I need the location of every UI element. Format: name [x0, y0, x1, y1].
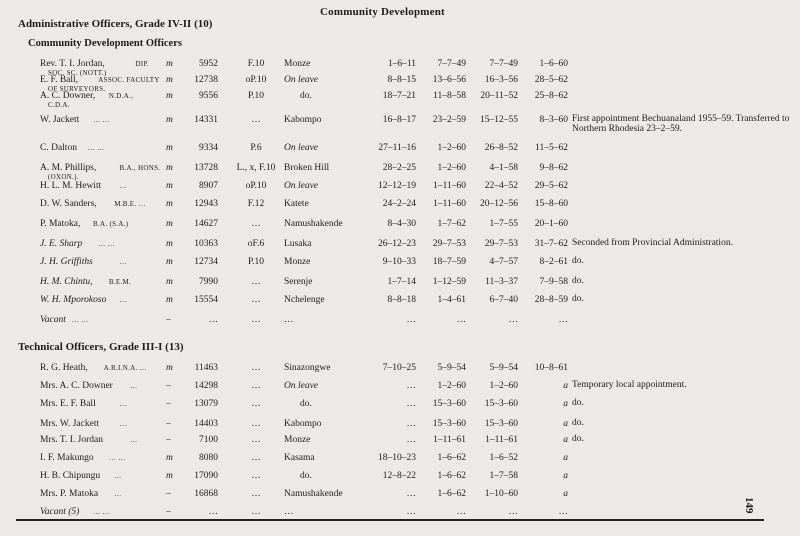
date-first-appointment: 1–4–61: [437, 295, 466, 305]
officer-name: A. M. Phillips,: [40, 163, 97, 173]
grade-code: …: [251, 277, 261, 287]
remarks: First appointment Bechuanaland 1955–59. Transferred to Northern Rhodesia 23–2–59.: [572, 114, 790, 134]
officer-name: E. F. Ball,: [40, 75, 79, 85]
date-last-leave: 29–5–62: [534, 181, 568, 191]
bottom-rule: [16, 519, 764, 521]
officer-qualification: A.R.I.N.A. …: [103, 364, 147, 372]
date-last-leave: 9–8–62: [539, 163, 568, 173]
date-present-appointment: 6–7–40: [489, 295, 518, 305]
date-present-appointment: 1–7–55: [489, 219, 518, 229]
date-first-appointment: 1–2–60: [437, 163, 466, 173]
officer-qualification: … …: [93, 508, 110, 516]
officer-qualification: B.E.M.: [108, 278, 132, 286]
table-row: [0, 90, 800, 109]
officer-qualification: B.A. (S.A.): [93, 220, 129, 228]
date-of-birth: 26–12–23: [378, 239, 416, 249]
date-first-appointment: 13–6–56: [432, 75, 466, 85]
date-first-appointment: 29–7–53: [432, 239, 466, 249]
table-row: [0, 362, 800, 378]
page-number: 149: [743, 497, 755, 514]
marital-status: m: [166, 471, 173, 481]
station: Namushakende: [284, 489, 343, 499]
marital-status: m: [166, 363, 173, 373]
file-number: 10363: [194, 239, 218, 249]
date-of-birth: 27–11–16: [378, 143, 416, 153]
officer-name: P. Matoka,: [40, 219, 81, 229]
date-of-birth: …: [406, 435, 416, 445]
table-row: [0, 434, 800, 450]
officer-qualification: …: [114, 472, 122, 480]
station: do.: [300, 471, 312, 481]
station: On leave: [284, 75, 319, 85]
section-heading-technical: Technical Officers, Grade III-I (13): [18, 341, 184, 353]
date-first-appointment: 1–6–62: [437, 453, 466, 463]
remarks: Temporary local appointment.: [572, 380, 687, 390]
grade-code: …: [251, 219, 261, 229]
date-of-birth: 8–4–30: [387, 219, 416, 229]
page-title: Community Development: [320, 6, 445, 18]
date-of-birth: 8–8–15: [387, 75, 416, 85]
date-last-leave: 25–8–62: [534, 91, 568, 101]
date-last-leave: 8–2–61: [539, 257, 568, 267]
marital-status: m: [166, 181, 173, 191]
table-row: [0, 180, 800, 196]
station: Nchelenge: [284, 295, 325, 305]
date-first-appointment: 15–3–60: [432, 399, 466, 409]
qualification-continued: SOC. SC. (NOTT.): [48, 69, 107, 77]
date-of-birth: …: [406, 399, 416, 409]
grade-code: …: [251, 363, 261, 373]
date-last-leave: a: [563, 453, 568, 463]
file-number: 9334: [199, 143, 218, 153]
marital-status: –: [166, 315, 171, 325]
table-row: [0, 276, 800, 292]
date-first-appointment: 23–2–59: [432, 115, 466, 125]
station: Katete: [284, 199, 309, 209]
date-first-appointment: 1–11–60: [433, 181, 466, 191]
officer-name: C. Dalton: [40, 143, 77, 153]
officer-name: D. W. Sanders,: [40, 199, 97, 209]
date-of-birth: 1–7–14: [387, 277, 416, 287]
officer-name: A. C. Downer,: [40, 91, 96, 101]
date-last-leave: …: [558, 315, 568, 325]
date-present-appointment: 4–1–58: [489, 163, 518, 173]
remarks: do.: [572, 418, 584, 428]
table-row: [0, 218, 800, 234]
officer-qualification: N.D.A.,: [108, 92, 134, 100]
date-first-appointment: 11–8–58: [433, 91, 466, 101]
grade-code: …: [251, 419, 261, 429]
remarks: do.: [572, 294, 584, 304]
table-row: [0, 452, 800, 468]
station: Monze: [284, 59, 311, 69]
grade-code: …: [251, 471, 261, 481]
station: …: [284, 507, 294, 517]
date-first-appointment: 7–7–49: [437, 59, 466, 69]
date-present-appointment: 16–3–56: [484, 75, 518, 85]
date-of-birth: …: [406, 315, 416, 325]
officer-name: Mrs. E. F. Ball: [40, 399, 96, 409]
date-first-appointment: 1–2–60: [437, 143, 466, 153]
marital-status: m: [166, 199, 173, 209]
officer-name: Vacant: [40, 315, 66, 325]
date-first-appointment: 5–9–54: [437, 363, 466, 373]
table-row: [0, 294, 800, 310]
grade-code: oP.10: [245, 75, 267, 85]
date-first-appointment: 1–7–62: [437, 219, 466, 229]
date-last-leave: a: [563, 399, 568, 409]
station: Monze: [284, 435, 311, 445]
officer-qualification: …: [130, 382, 138, 390]
date-present-appointment: 1–7–58: [489, 471, 518, 481]
date-first-appointment: 1–11–60: [433, 199, 466, 209]
date-present-appointment: 1–10–60: [484, 489, 518, 499]
date-present-appointment: 15–12–55: [480, 115, 518, 125]
file-number: 13079: [194, 399, 218, 409]
table-row: [0, 142, 800, 158]
file-number: 7990: [199, 277, 218, 287]
officer-name: W. Jackett: [40, 115, 80, 125]
file-number: 14627: [194, 219, 218, 229]
grade-code: …: [251, 295, 261, 305]
grade-code: L., x, F.10: [236, 163, 276, 173]
date-present-appointment: 4–7–57: [489, 257, 518, 267]
table-row: [0, 198, 800, 214]
date-present-appointment: 1–11–61: [485, 435, 518, 445]
date-last-leave: 28–8–59: [534, 295, 568, 305]
date-present-appointment: 5–9–54: [489, 363, 518, 373]
station: Lusaka: [284, 239, 312, 249]
officer-qualification: …: [119, 296, 127, 304]
officer-qualification: … …: [71, 316, 89, 324]
officer-qualification: ASSOC. FACULTY: [98, 76, 160, 84]
station: On leave: [284, 381, 319, 391]
date-of-birth: …: [406, 419, 416, 429]
date-of-birth: 12–8–22: [382, 471, 416, 481]
date-of-birth: …: [406, 489, 416, 499]
grade-code: …: [251, 453, 261, 463]
file-number: 13728: [194, 163, 218, 173]
date-last-leave: 1–6–60: [539, 59, 568, 69]
date-of-birth: …: [406, 507, 416, 517]
file-number: 14403: [194, 419, 218, 429]
grade-code: …: [251, 315, 261, 325]
subsection-heading-cdo: Community Development Officers: [28, 38, 182, 49]
station: Monze: [284, 257, 311, 267]
remarks: do.: [572, 276, 584, 286]
qualification-continued: C.D.A.: [48, 101, 70, 109]
file-number: 16868: [194, 489, 218, 499]
marital-status: m: [166, 257, 173, 267]
station: Kabompo: [284, 115, 322, 125]
officer-qualification: B.A., HONS.: [119, 164, 161, 172]
officer-qualification: …: [130, 436, 138, 444]
station: Kasama: [284, 453, 315, 463]
station: Namushakende: [284, 219, 343, 229]
date-present-appointment: 15–3–60: [484, 399, 518, 409]
date-present-appointment: 26–8–52: [484, 143, 518, 153]
station: Kabompo: [284, 419, 322, 429]
grade-code: …: [251, 115, 261, 125]
remarks: do.: [572, 398, 584, 408]
file-number: 8080: [199, 453, 218, 463]
table-row: [0, 58, 800, 77]
table-row: [0, 398, 800, 414]
grade-code: F.10: [247, 59, 265, 69]
date-present-appointment: 1–2–60: [489, 381, 518, 391]
station: On leave: [284, 143, 319, 153]
grade-code: …: [251, 507, 261, 517]
grade-code: P.6: [250, 143, 262, 153]
file-number: 14298: [194, 381, 218, 391]
date-of-birth: 16–8–17: [382, 115, 416, 125]
date-present-appointment: …: [508, 315, 518, 325]
date-first-appointment: …: [456, 507, 466, 517]
date-present-appointment: …: [508, 507, 518, 517]
table-row: [0, 238, 800, 254]
officer-qualification: M.B.E. …: [114, 200, 146, 208]
file-number: 9556: [199, 91, 218, 101]
date-of-birth: 18–7–21: [382, 91, 416, 101]
officer-name: W. H. Mporokoso: [40, 295, 107, 305]
date-last-leave: 20–1–60: [534, 219, 568, 229]
table-row: [0, 114, 800, 134]
officer-name: Vacant (5): [40, 507, 80, 517]
date-last-leave: 15–8–60: [534, 199, 568, 209]
file-number: 14331: [194, 115, 218, 125]
grade-code: …: [251, 489, 261, 499]
file-number: 7100: [199, 435, 218, 445]
officer-qualification: DIP.: [135, 60, 149, 68]
date-of-birth: 12–12–19: [378, 181, 416, 191]
grade-code: …: [251, 435, 261, 445]
grade-code: P.10: [247, 91, 265, 101]
grade-code: oP.10: [245, 181, 267, 191]
marital-status: m: [166, 453, 173, 463]
date-present-appointment: 20–12–56: [480, 199, 518, 209]
marital-status: m: [166, 277, 173, 287]
date-of-birth: 18–10–23: [378, 453, 416, 463]
remarks: do.: [572, 434, 584, 444]
date-first-appointment: …: [456, 315, 466, 325]
station: do.: [300, 399, 312, 409]
officer-name: Mrs. P. Matoka: [40, 489, 99, 499]
date-of-birth: 7–10–25: [382, 363, 416, 373]
officer-name: Rev. T. I. Jordan,: [40, 59, 105, 69]
qualification-continued: OF SURVEYORS.: [48, 85, 106, 93]
station: Serenje: [284, 277, 313, 287]
date-present-appointment: 11–3–37: [485, 277, 518, 287]
officer-qualification: … …: [93, 116, 110, 124]
date-last-leave: 10–8–61: [534, 363, 568, 373]
date-first-appointment: 1–2–60: [437, 381, 466, 391]
officer-qualification: … …: [98, 240, 115, 248]
grade-code: F.12: [247, 199, 265, 209]
date-first-appointment: 1–6–62: [437, 471, 466, 481]
date-last-leave: 11–5–62: [535, 143, 568, 153]
station: …: [284, 315, 294, 325]
table-row: [0, 74, 800, 93]
station: do.: [300, 91, 312, 101]
grade-code: oF.6: [247, 239, 265, 249]
marital-status: m: [166, 75, 173, 85]
officer-name: H. L. M. Hewitt: [40, 181, 102, 191]
date-first-appointment: 1–12–59: [432, 277, 466, 287]
marital-status: m: [166, 219, 173, 229]
table-row: [0, 470, 800, 486]
file-number: …: [208, 315, 218, 325]
marital-status: m: [166, 91, 173, 101]
officer-name: I. F. Makungo: [40, 453, 94, 463]
date-present-appointment: 7–7–49: [489, 59, 518, 69]
date-first-appointment: 1–11–61: [433, 435, 466, 445]
table-row: [0, 488, 800, 504]
grade-code: P.10: [247, 257, 265, 267]
officer-name: H. B. Chipungu: [40, 471, 101, 481]
officer-name: R. G. Heath,: [40, 363, 88, 373]
officer-name: H. M. Chintu,: [40, 277, 93, 287]
remarks: do.: [572, 256, 584, 266]
table-row: [0, 380, 800, 396]
file-number: 12738: [194, 75, 218, 85]
officer-name: Mrs. A. C. Downer: [40, 381, 113, 391]
qualification-continued: (OXON.).: [48, 173, 79, 181]
file-number: 15554: [194, 295, 218, 305]
file-number: 12943: [194, 199, 218, 209]
officer-qualification: … …: [87, 144, 105, 152]
date-last-leave: 7–9–58: [539, 277, 568, 287]
marital-status: m: [166, 143, 173, 153]
table-row: [0, 418, 800, 434]
station: Broken Hill: [284, 163, 330, 173]
officer-qualification: …: [119, 182, 127, 190]
table-row: [0, 162, 800, 181]
marital-status: –: [166, 381, 171, 391]
marital-status: –: [166, 489, 171, 499]
date-last-leave: a: [563, 419, 568, 429]
date-present-appointment: 22–4–52: [484, 181, 518, 191]
date-first-appointment: 18–7–59: [432, 257, 466, 267]
date-of-birth: 1–6–11: [387, 59, 416, 69]
officer-qualification: …: [119, 400, 127, 408]
marital-status: m: [166, 295, 173, 305]
file-number: 8907: [199, 181, 218, 191]
file-number: 12734: [194, 257, 218, 267]
date-last-leave: a: [563, 471, 568, 481]
section-heading-administrative: Administrative Officers, Grade IV-II (10): [18, 18, 213, 30]
date-last-leave: 28–5–62: [534, 75, 568, 85]
file-number: 11463: [194, 363, 218, 373]
date-of-birth: 8–8–18: [387, 295, 416, 305]
date-last-leave: 31–7–62: [534, 239, 568, 249]
file-number: …: [208, 507, 218, 517]
date-last-leave: a: [563, 489, 568, 499]
grade-code: …: [251, 399, 261, 409]
marital-status: –: [166, 507, 171, 517]
officer-qualification: … …: [108, 454, 126, 462]
date-last-leave: a: [563, 435, 568, 445]
date-last-leave: 8–3–60: [539, 115, 568, 125]
marital-status: –: [166, 419, 171, 429]
date-last-leave: a: [563, 381, 568, 391]
station: Sinazongwe: [284, 363, 331, 373]
date-of-birth: 28–2–25: [382, 163, 416, 173]
remarks: Seconded from Provincial Administration.: [572, 238, 733, 248]
date-present-appointment: 15–3–60: [484, 419, 518, 429]
marital-status: –: [166, 435, 171, 445]
marital-status: –: [166, 399, 171, 409]
date-first-appointment: 15–3–60: [432, 419, 466, 429]
officer-name: J. H. Griffiths: [40, 257, 93, 267]
officer-qualification: …: [119, 420, 127, 428]
marital-status: m: [166, 163, 173, 173]
date-of-birth: 24–2–24: [382, 199, 416, 209]
station: On leave: [284, 181, 319, 191]
date-present-appointment: 29–7–53: [484, 239, 518, 249]
officer-qualification: …: [119, 258, 127, 266]
officer-name: J. E. Sharp: [40, 239, 83, 249]
officer-name: Mrs. T. I. Jordan: [40, 435, 103, 445]
file-number: 17090: [194, 471, 218, 481]
table-row: [0, 314, 800, 330]
officer-name: Mrs. W. Jackett: [40, 419, 100, 429]
marital-status: m: [166, 239, 173, 249]
marital-status: m: [166, 59, 173, 69]
date-last-leave: …: [558, 507, 568, 517]
file-number: 5952: [199, 59, 218, 69]
date-first-appointment: 1–6–62: [437, 489, 466, 499]
grade-code: …: [251, 381, 261, 391]
date-of-birth: 9–10–33: [382, 257, 416, 267]
marital-status: m: [166, 115, 173, 125]
date-present-appointment: 1–6–52: [489, 453, 518, 463]
date-of-birth: …: [406, 381, 416, 391]
officer-qualification: …: [114, 490, 122, 498]
table-row: [0, 256, 800, 272]
date-present-appointment: 20–11–52: [480, 91, 518, 101]
